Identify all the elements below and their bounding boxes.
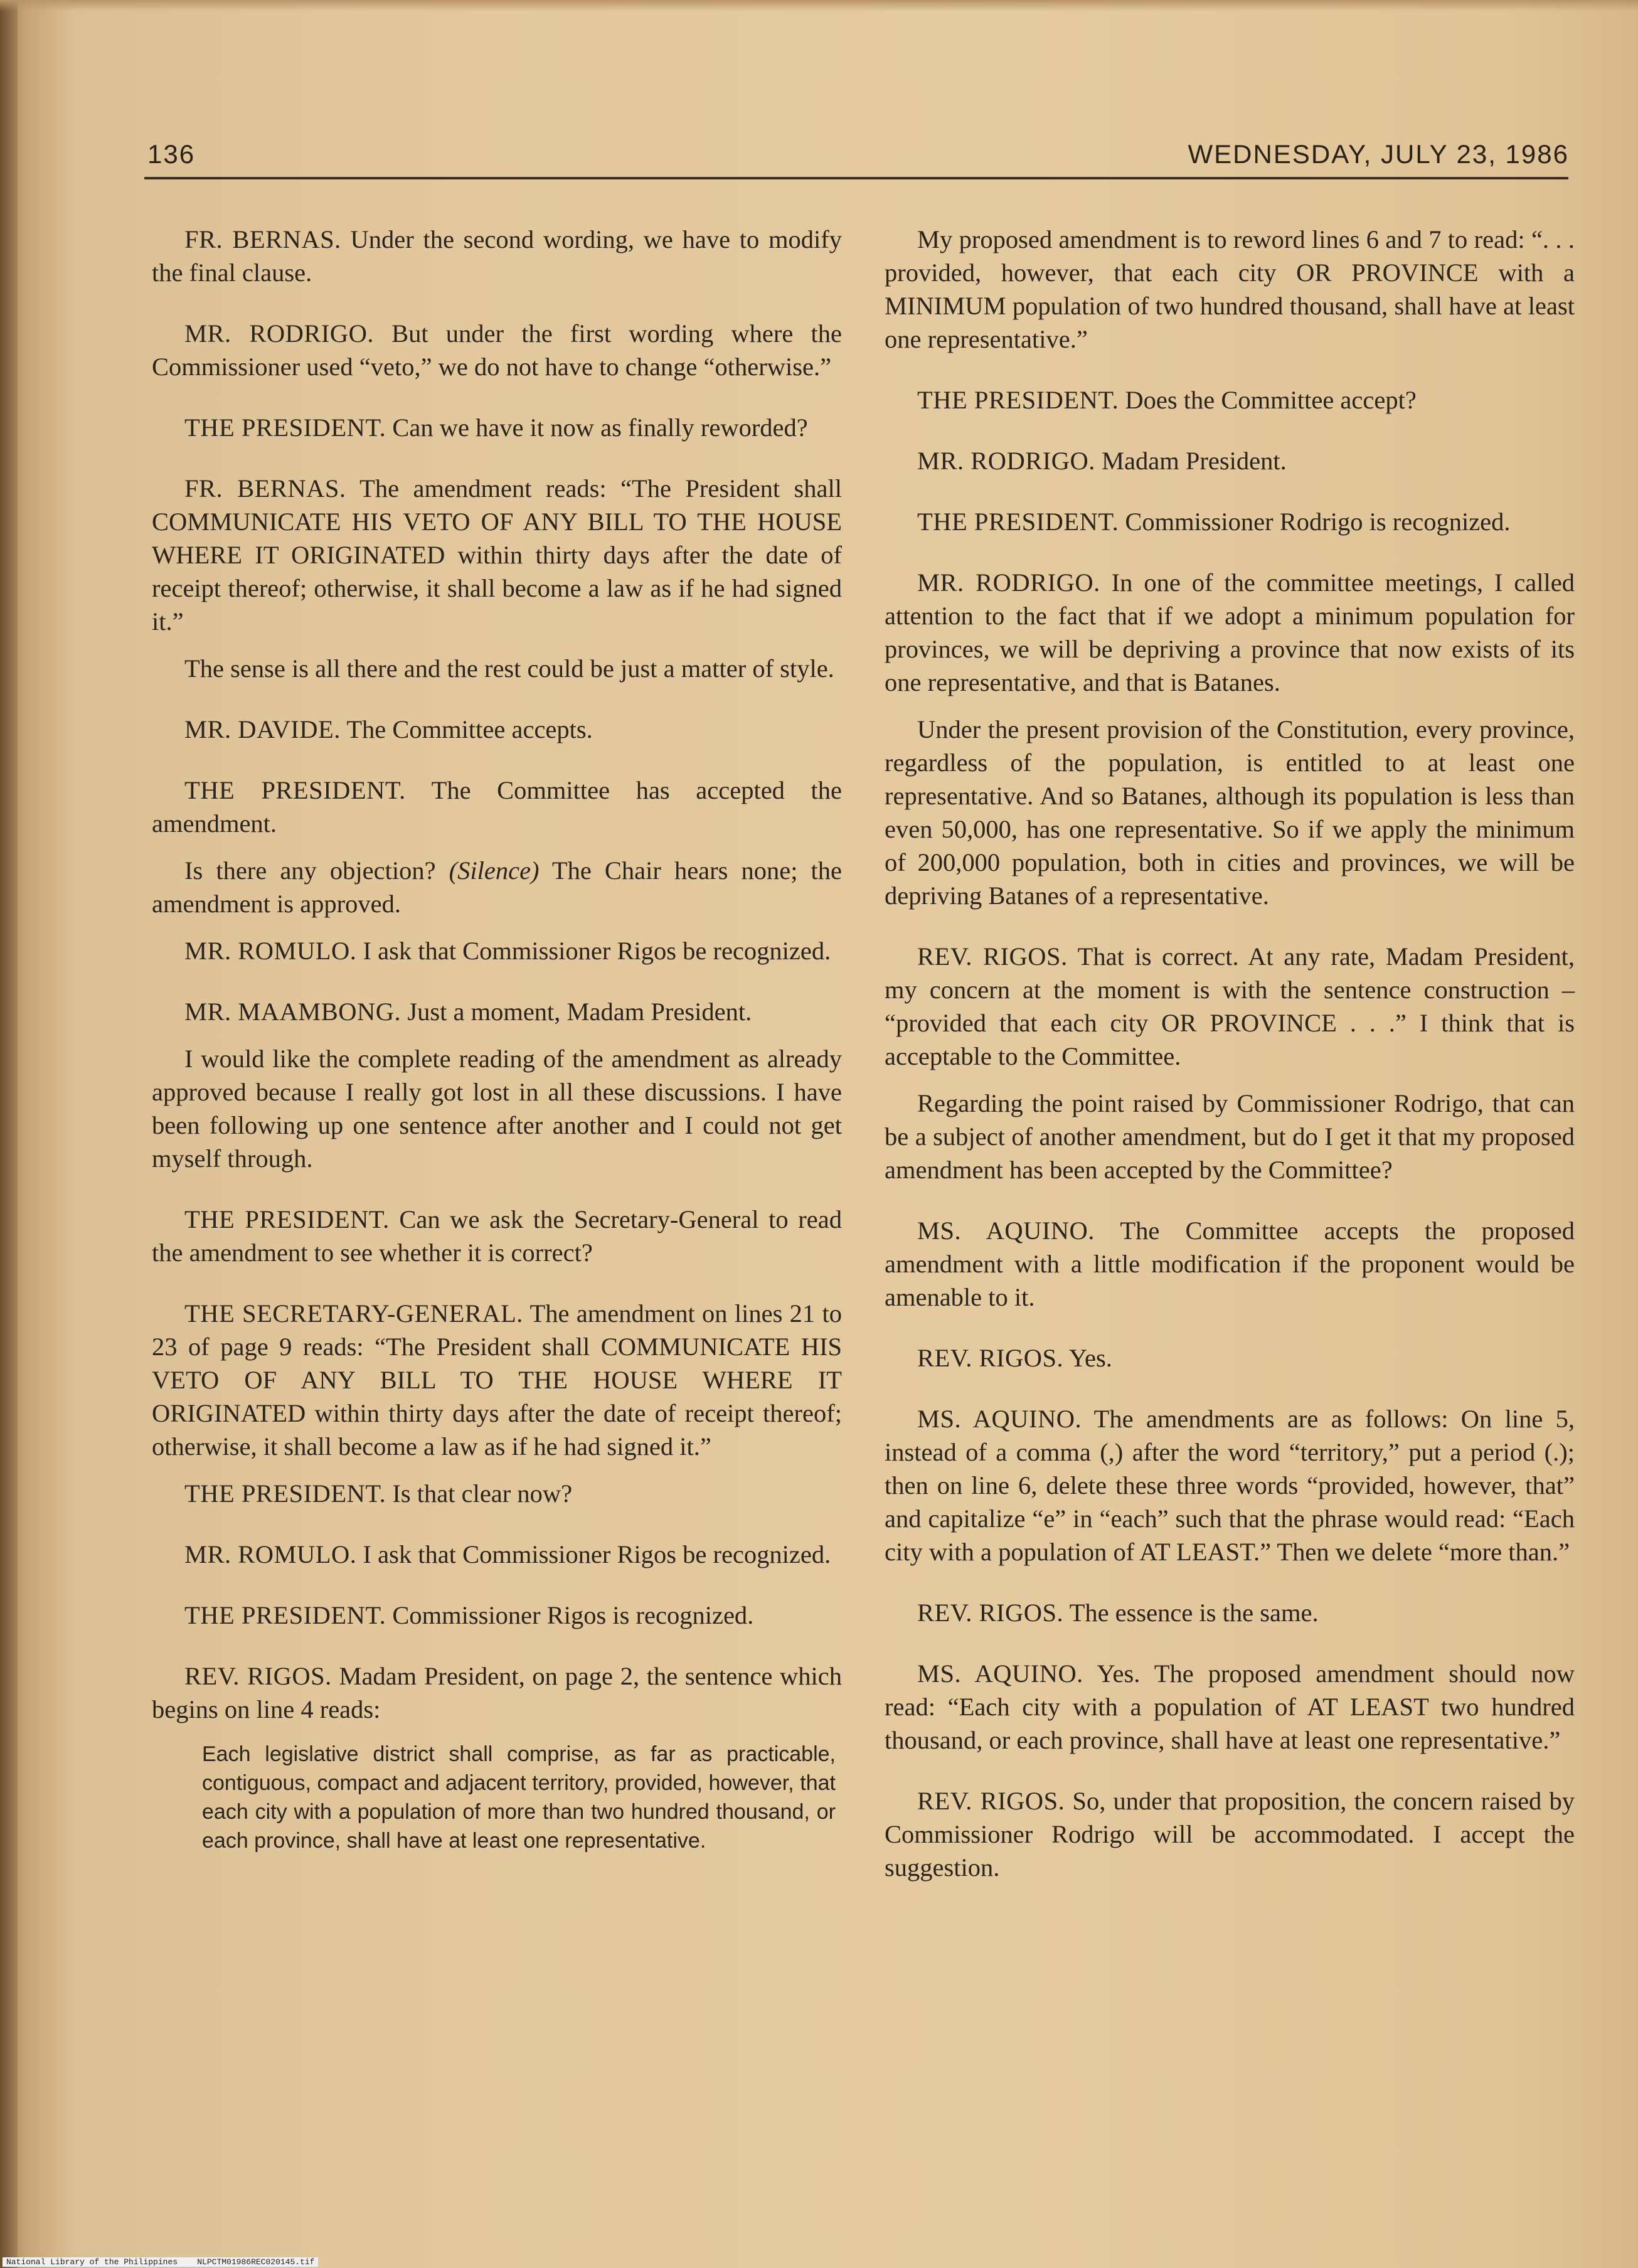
paragraph: THE PRESIDENT. Is that clear now? — [184, 1479, 573, 1508]
paragraph: FR. BERNAS. The amendment reads: “The President shall COMMUNICATE HIS VETO OF ANY BILL TO THE HOUSE WHERE IT ORIGINATED within thirty days after the date of receipt thereof; otherwise, it shall become a law as if he had signed it.” — [152, 474, 842, 636]
header-rule — [144, 177, 1568, 179]
paragraph: MS. AQUINO. The amendments are as follows: On line 5, instead of a comma (,) after the word “territory,” put a period (.); then on line 6, delete these three words “provided, however, that” and capitalize “e” in “each” such that the phrase would read: “Each city with a population of AT LEAST.” Then we delete “more than.” — [885, 1405, 1575, 1566]
paragraph: I would like the complete reading of the amendment as already approved because I really got lost in all these discussions. I have been following up one sentence after another and I could not get myself through. — [152, 1045, 842, 1173]
paragraph: THE PRESIDENT. Commissioner Rodrigo is recognized. — [917, 508, 1511, 536]
paragraph: MR. DAVIDE. The Committee accepts. — [184, 715, 593, 743]
page-top-edge — [0, 0, 1638, 11]
paragraph: The sense is all there and the rest could be just a matter of style. — [184, 654, 834, 683]
paragraph: Under the present provision of the Constitution, every province, regardless of the population, is entitled to at least one representative. And so Batanes, although its population is less than even 50,000, has one representative. So if we apply the minimum of 200,000 population, both in cities and provinces, we will be depriving Batanes of a representative. — [885, 715, 1575, 910]
right-column — [885, 223, 1575, 1912]
paragraph: THE PRESIDENT. The Committee has accepted the amendment. — [152, 776, 842, 838]
paragraph: Regarding the point raised by Commissioner Rodrigo, that can be a subject of another amendment, but do I get it that my proposed amendment has been accepted by the Committee? — [885, 1089, 1575, 1184]
page-date: WEDNESDAY, JULY 23, 1986 — [1188, 139, 1569, 169]
paragraph: REV. RIGOS. The essence is the same. — [917, 1599, 1319, 1627]
paragraph: REV. RIGOS. Yes. — [917, 1344, 1112, 1372]
paragraph: REV. RIGOS. Madam President, on page 2, the sentence which begins on line 4 reads: — [152, 1662, 843, 1723]
paragraph: REV. RIGOS. That is correct. At any rate, Madam President, my concern at the moment is with the sentence construction – “provided that each city OR PROVINCE . . .” I think that is acceptable to the Committee. — [885, 942, 1575, 1070]
paragraph: THE PRESIDENT. Does the Committee accept? — [917, 386, 1417, 414]
book-spine-shadow — [0, 0, 18, 2268]
paragraph: REV. RIGOS. So, under that proposition, the concern raised by Commissioner Rodrigo will be accommodated. I accept the suggestion. — [885, 1787, 1575, 1882]
paragraph: MR. RODRIGO. Madam President. — [917, 447, 1287, 475]
scan-footer: National Library of the Philippines NLPCTM01986REC020145.tif — [3, 2257, 318, 2267]
paragraph: MS. AQUINO. The Committee accepts the proposed amendment with a little modification if the proponent would be amenable to it. — [885, 1217, 1575, 1311]
paragraph: MR. ROMULO. I ask that Commissioner Rigos be recognized. — [184, 1540, 831, 1568]
quoted-provision: Each legislative district shall comprise, as far as practicable, contiguous, compact and adjacent territory, provided, however, that each city with a population of more than two hundred thousand, or each province, shall have at least one representative. — [202, 1742, 836, 1853]
paragraph: MR. ROMULO. I ask that Commissioner Rigos be recognized. — [184, 937, 831, 965]
paragraph: THE SECRETARY-GENERAL. The amendment on lines 21 to 23 of page 9 reads: “The President shall COMMUNICATE HIS VETO OF ANY BILL TO THE HOUSE WHERE IT ORIGINATED within thirty days after the date of receipt thereof; otherwise, it shall become a law as if he had signed it.” — [152, 1299, 842, 1461]
paragraph: MR. MAAMBONG. Just a moment, Madam President. — [184, 998, 752, 1026]
page-number: 136 — [147, 139, 196, 169]
paragraph: MS. AQUINO. Yes. The proposed amendment should now read: “Each city with a population of AT LEAST two hundred thousand, or each province, shall have at least one representative.” — [885, 1659, 1575, 1754]
left-column — [152, 223, 842, 1855]
paragraph: FR. BERNAS. Under the second wording, we have to modify the final clause. — [152, 225, 843, 287]
paragraph: THE PRESIDENT. Can we have it now as finally reworded? — [184, 413, 808, 442]
paragraph: Is there any objection? (Silence) The Chair hears none; the amendment is approved. — [152, 856, 842, 918]
paragraph: MR. RODRIGO. But under the first wording where the Commissioner used “veto,” we do not have to change “otherwise.” — [152, 319, 842, 381]
paragraph: My proposed amendment is to reword lines 6 and 7 to read: “. . . provided, however, that each city OR PROVINCE with a MINIMUM population of two hundred thousand, shall have at least one representative.” — [885, 225, 1575, 353]
paragraph: MR. RODRIGO. In one of the committee meetings, I called attention to the fact that if we adopt a minimum population for provinces, we will be depriving a province that now exists of its one representative, and that is Batanes. — [885, 568, 1575, 696]
paragraph: THE PRESIDENT. Commissioner Rigos is recognized. — [184, 1601, 754, 1629]
paragraph: THE PRESIDENT. Can we ask the Secretary-General to read the amendment to see whether it is correct? — [152, 1205, 842, 1267]
